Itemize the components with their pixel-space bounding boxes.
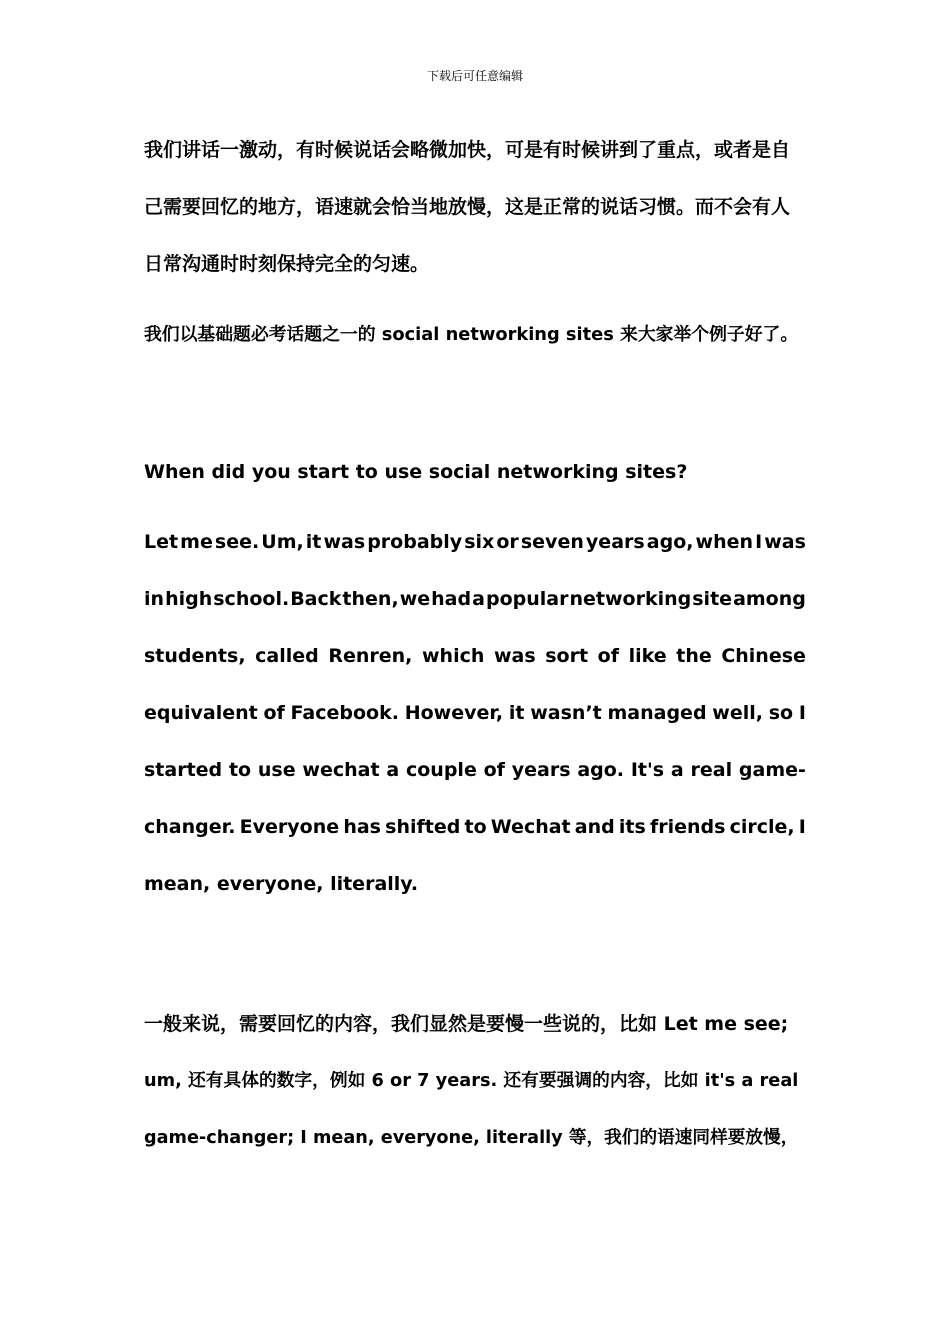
paragraph-line: When did you start to use social networking sites? bbox=[144, 461, 688, 483]
paragraph-line: um, 还有具体的数字，例如 6 or 7 years. 还有要强调的内容，比如 it's a real bbox=[144, 1071, 799, 1091]
paragraph-line: game-changer; I mean, everyone, literally 等，我们的语速同样要放慢， bbox=[144, 1128, 799, 1148]
paragraph-line: 我们以基础题必考话题之一的 social networking sites 来大家举个例子好了。 bbox=[144, 324, 799, 345]
answer-line: equivalent of Facebook. However, it wasn’t managed well, so I bbox=[144, 702, 806, 724]
answer-paragraph bbox=[144, 514, 806, 913]
paragraph-intro bbox=[144, 122, 806, 293]
question-text bbox=[144, 444, 806, 501]
paragraph-example-intro bbox=[144, 306, 806, 363]
paragraph-line: 日常沟通时时刻保持完全的匀速。 bbox=[144, 253, 430, 275]
answer-line: started to use wechat a couple of years ago. It's a real game- bbox=[144, 759, 806, 781]
paragraph-explanation bbox=[144, 996, 806, 1167]
paragraph-line: 己需要回忆的地方，语速就会恰当地放慢，这是正常的说话习惯。而不会有人 bbox=[144, 196, 791, 218]
answer-line: Let me see. Um, it was probably six or seven years ago, when I was bbox=[144, 531, 806, 553]
paragraph-line: 一般来说，需要回忆的内容，我们显然是要慢一些说的，比如 Let me see; bbox=[144, 1013, 789, 1035]
answer-line: in high school. Back then, we had a popular networking site among bbox=[144, 588, 806, 610]
page-header: 下载后可任意编辑 bbox=[426, 69, 523, 83]
paragraph-line: 我们讲话一激动，有时候说话会略微加快，可是有时候讲到了重点，或者是自 bbox=[144, 139, 791, 161]
answer-line: students, called Renren, which was sort of like the Chinese bbox=[144, 645, 806, 667]
answer-line: mean, everyone, literally. bbox=[144, 873, 419, 895]
answer-line: changer. Everyone has shifted to Wechat and its friends circle, I bbox=[144, 816, 806, 838]
